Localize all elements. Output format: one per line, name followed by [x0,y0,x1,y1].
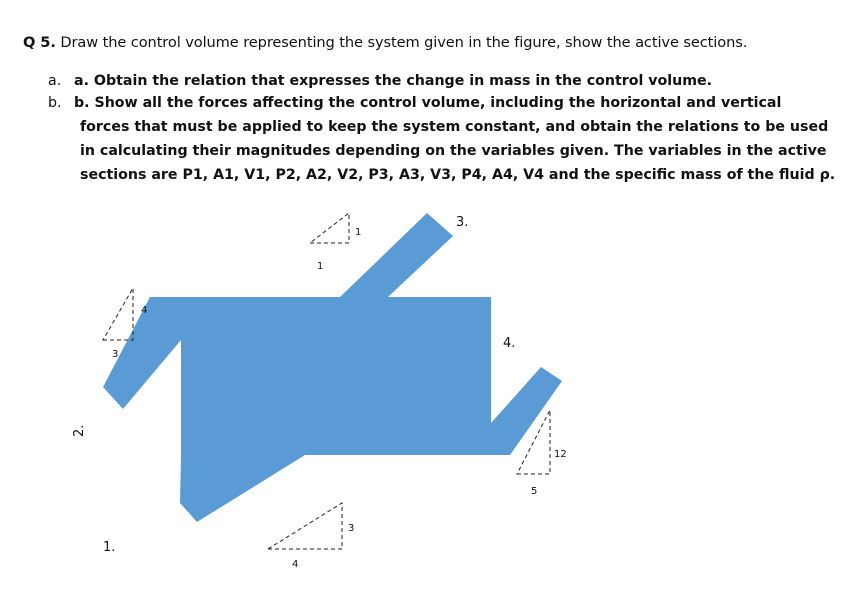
slope-right-run: 5 [531,486,538,497]
section-label-1: 1. [103,540,116,555]
item-b-line-4: sections are P1, A1, V1, P2, A2, V2, P3, A3, V3, P4, A4, V4 and the specific mass of the fluid ρ. [80,167,836,183]
slope-bottom-rise: 3 [348,523,355,534]
item-b-line-2: forces that must be applied to keep the system constant, and obtain the relations to be used [80,119,829,135]
slope-right-rise: 12 [554,449,567,460]
slope-top-rise: 1 [355,227,362,238]
list-marker-a: a. [48,73,62,89]
item-b-line-3: in calculating their magnitudes depending on the variables given. The variables in the active [80,143,827,159]
section-label-2: 2. [72,424,87,437]
slope-left-rise: 4 [141,305,148,316]
tank-body [181,297,491,455]
question-number: Q 5. [23,34,56,51]
pipe-right [491,367,562,455]
list-marker-b: b. [48,95,62,111]
item-b-text: b. Show all the forces affecting the control volume, including the horizontal and vertical [74,95,782,111]
question-text: Draw the control volume representing the system given in the figure, show the active sections. [60,34,748,51]
slope-triangle-bottom [268,503,342,549]
slope-top-run: 1 [317,261,324,272]
slope-left-run: 3 [112,349,119,360]
slope-triangle-left [103,288,133,340]
item-a-text: a. Obtain the relation that expresses the change in mass in the control volume. [74,73,713,89]
slope-bottom-run: 4 [292,559,299,570]
pipe-system-shape [103,213,562,522]
pipe-top [340,213,453,297]
pipe-bottom [180,455,305,522]
section-label-3: 3. [456,215,469,230]
section-label-4: 4. [503,336,516,351]
slope-triangle-top [310,213,349,243]
